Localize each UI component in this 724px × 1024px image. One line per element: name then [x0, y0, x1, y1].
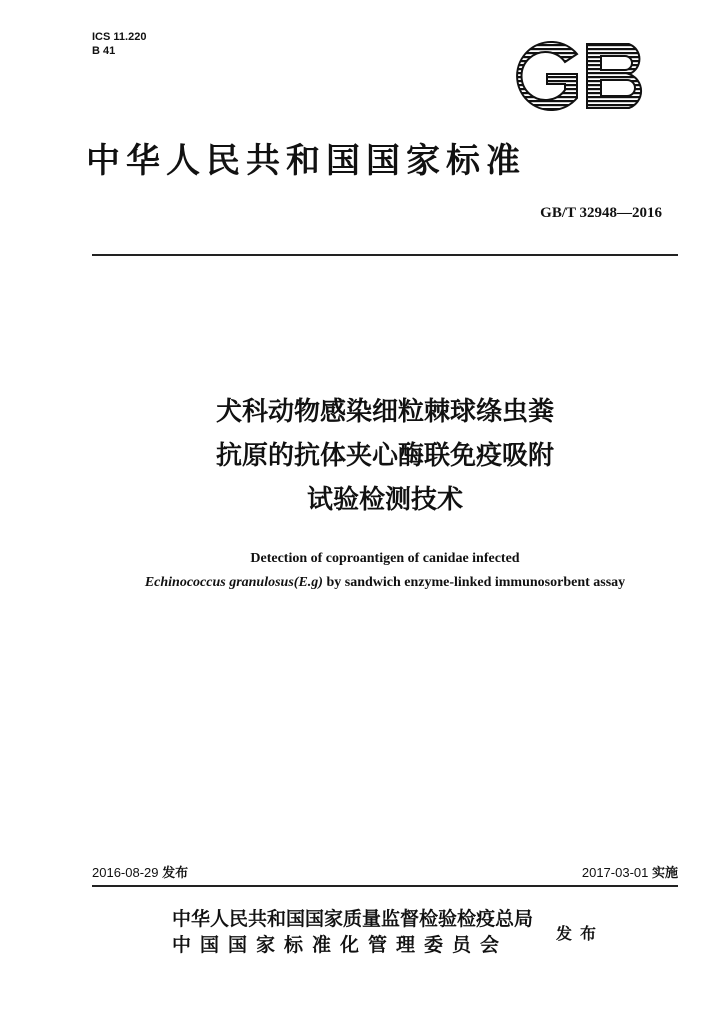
bottom-divider: [92, 885, 678, 887]
publisher-1: 中华人民共和国国家质量监督检验检疫总局: [172, 908, 534, 930]
publishers: [172, 906, 533, 958]
chinese-title: [92, 390, 678, 522]
standard-number: GB/T 32948—2016: [540, 205, 662, 221]
implement-label: 实施: [651, 866, 678, 881]
date-row: [92, 862, 678, 882]
chinese-title-line-3: 试验检测技术: [306, 485, 463, 515]
classification-codes: [92, 30, 146, 58]
chinese-title-line-2: 抗原的抗体夹心酶联免疫吸附: [215, 441, 554, 471]
publisher-2: 中国国家标准化管理委员会: [172, 934, 509, 956]
publish-label: 发布: [556, 924, 605, 943]
ccs-code: B 41: [92, 45, 116, 57]
gb-logo: [507, 40, 657, 112]
national-standard-title: 中华人民共和国国家标准: [86, 141, 526, 181]
ics-code: ICS 11.220: [92, 31, 147, 43]
english-title-line-1: Detection of coproantigen of canidae infected: [250, 551, 520, 566]
chinese-title-line-1: 犬科动物感染细粒棘球绦虫粪: [215, 397, 554, 427]
english-title-line-2: [60, 571, 710, 595]
top-divider: [92, 254, 678, 256]
species-abbrev: (E.g): [293, 575, 323, 590]
implement-date-block: [582, 862, 678, 881]
issue-date: 2016-08-29: [92, 865, 159, 880]
issue-label: 发布: [162, 866, 189, 881]
species-name: Echinococcus granulosus: [144, 575, 294, 590]
english-title-rest: by sandwich enzyme-linked immunosorbent assay: [326, 575, 626, 590]
implement-date: 2017-03-01: [581, 865, 649, 880]
english-title: [60, 547, 710, 595]
issue-date-block: [92, 862, 188, 881]
